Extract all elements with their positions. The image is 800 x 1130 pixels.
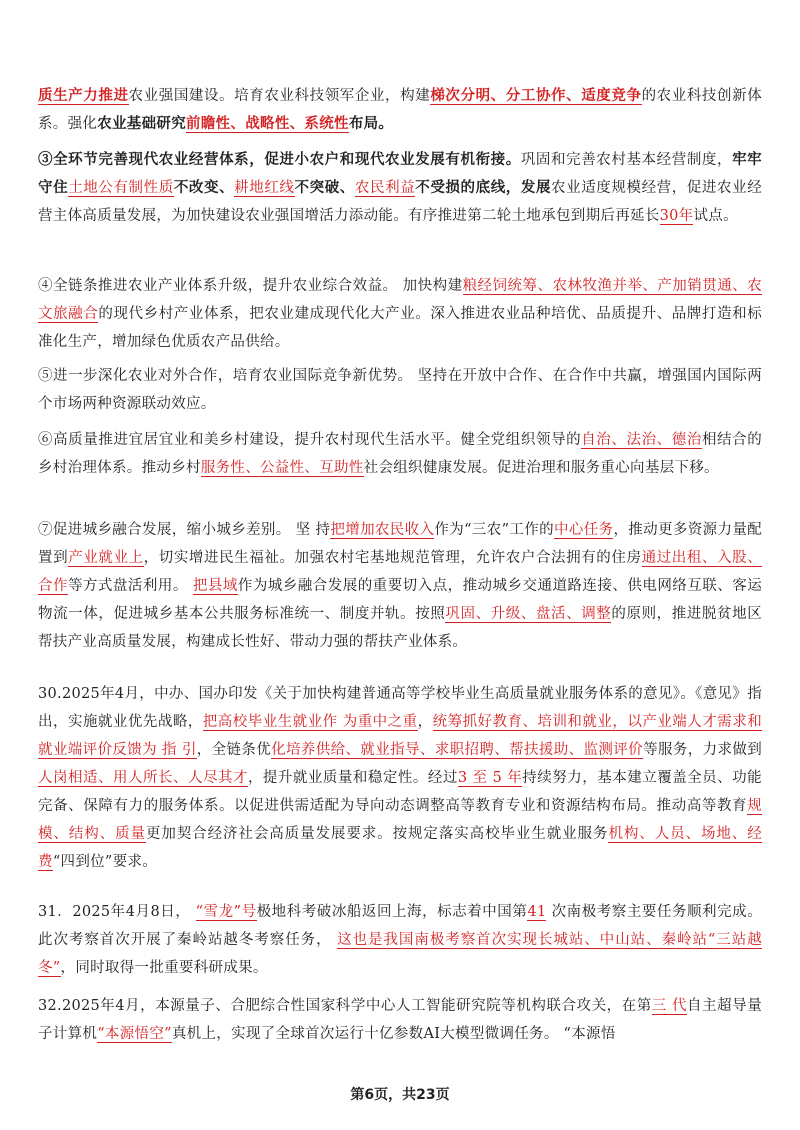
- paragraph-item-6-rural-construction: [38, 426, 762, 482]
- text-run: ，推动更多资源力量配置到: [38, 522, 762, 566]
- text-run: ⑤进一步深化农业对外合作，培育农业国际竞争新优势。 坚持在开放中合作、在合作中共赢，增强国内国际两个市场两种资源联动效应。: [38, 368, 762, 412]
- text-run: ⑦促进城乡融合发展，缩小城乡差别。 坚 持: [38, 522, 331, 538]
- highlighted-phrase: 人岗相适、用人所长、人尽其才: [38, 770, 248, 786]
- paragraph-item-3-operation-system: [38, 146, 762, 230]
- paragraph-item-7-urban-rural-integration: [38, 516, 762, 656]
- text-run: 农业适度规模经营，促进农业经营主体高质量发展，为加快建设农业强国增活力添动能。有序推进第二轮土地承包到期后再延长: [38, 180, 762, 224]
- highlighted-phrase: 三 代: [651, 998, 688, 1014]
- text-run: 自主超导量子计算机: [38, 998, 763, 1042]
- highlighted-phrase: 前瞻性、战略性、系统性: [186, 115, 349, 132]
- highlighted-phrase: 质生产力推进: [38, 87, 129, 104]
- text-run: ，同时取得一批重要科研成果。: [60, 960, 268, 976]
- text-run: 更加契合经济社会高质量发展要求。按规定落实高校毕业生就业服务: [145, 826, 609, 842]
- highlighted-phrase: ③全环节完善现代农业经营体系，促进小农户和现代农业发展有机衔接。: [38, 151, 521, 168]
- highlighted-phrase: 把增加农民收入: [330, 522, 435, 538]
- highlighted-phrase: 把高校毕业生就业作 为重中之重: [202, 714, 418, 730]
- highlighted-phrase: 服务性、公益性、互助性: [200, 460, 364, 476]
- highlighted-phrase: 产业就业上: [68, 550, 144, 566]
- highlighted-phrase: 不改变、: [173, 179, 235, 196]
- highlighted-phrase: 粮经饲统筹、农林牧渔并举、产加销贯通、农文旅融合: [38, 278, 762, 322]
- text-run: ⑥高质量推进宜居宜业和美乡村建设，提升农村现代生活水平。健全党组织领导的: [38, 432, 582, 448]
- text-run: 持续努力，基本建立覆盖全员、功能完备、保障有力的服务体系。以促进供需适配为导向动态调整高等教育专业和资源结构布局。推动高等教育: [38, 770, 762, 814]
- text-run: 的现代乡村产业体系，把农业建成现代化大产业。深入推进农业品种培优、品质提升、品牌打造和标准化生产，增加绿色优质农产品供给。: [38, 306, 762, 350]
- highlighted-phrase: 把县域: [192, 578, 238, 594]
- text-run: 30.2025年4月，中办、国办印发《关于加快构建普通高等学校毕业生高质量就业服务体系的意见》。《意见》指出，实施就业优先战略，: [38, 686, 762, 730]
- text-run: 31．2025年4月8日，: [38, 904, 196, 920]
- highlighted-phrase: 3 至 5 年: [457, 770, 523, 786]
- text-run: 试点。: [693, 208, 738, 224]
- text-run: 等方式盘活利用。: [67, 578, 193, 594]
- highlighted-phrase: 中心任务: [553, 522, 614, 538]
- highlighted-phrase: 农业基础研究: [97, 115, 187, 132]
- highlighted-phrase: 布局。: [348, 115, 394, 132]
- text-run: ④全链条推进农业产业体系升级，提升农业综合效益。 加快构建: [38, 278, 463, 294]
- text-run: ，: [417, 714, 433, 730]
- text-run: 次南极考察主要任务顺利完成。此次考察首次开展了秦岭站越冬考察任务，: [38, 904, 762, 948]
- text-run: 极地科考破冰船返回上海，标志着中国第: [256, 904, 528, 920]
- highlighted-phrase: 通过出租、入股、合作: [38, 550, 762, 594]
- highlighted-phrase: 这也是我国南极考察首次实现长城站、中山站、秦岭站“三站越冬”: [38, 932, 763, 976]
- text-run: ，切实增进民生福祉。加强农村宅基地规范管理，允许农户合法拥有的住房: [143, 550, 642, 566]
- highlighted-phrase: 牢牢守住: [38, 151, 762, 196]
- text-run: 相结合的乡村治理体系。推动乡村: [38, 432, 763, 476]
- paragraph-item-32-quantum: [38, 992, 762, 1048]
- highlighted-phrase: 化培养供给、就业指导、求职招聘、帮扶援助、监测评价: [271, 742, 644, 758]
- highlighted-phrase: 30年: [659, 208, 694, 224]
- highlighted-phrase: 自治、法治、德治: [581, 432, 702, 448]
- text-run: 巩固和完善农村基本经营制度，: [520, 152, 733, 168]
- text-run: 作为“三农”工作的: [434, 522, 554, 538]
- highlighted-phrase: 耕地红线: [234, 180, 295, 196]
- highlighted-phrase: 不受损的底线，发展: [415, 179, 552, 196]
- paragraph-item-4-industry-system: [38, 272, 762, 356]
- text-run: ，全链条优: [196, 742, 272, 758]
- text-run: 作为城乡融合发展的重要切入点，推动城乡交通道路连接、供电网络互联、客运物流一体，促进城乡基本公共服务标准统一、制度并轨。按照: [38, 578, 762, 622]
- highlighted-phrase: “雪龙”号: [195, 904, 257, 920]
- text-run: “四到位”要求。: [52, 854, 158, 870]
- highlighted-phrase: 机构、人员、场地、经费: [38, 826, 762, 870]
- text-run: 社会组织健康发展。促进治理和服务重心向基层下移。: [363, 460, 719, 476]
- text-run: 农业强国建设。培育农业科技领军企业，构建: [128, 88, 431, 104]
- text-run: 的农业科技创新体系。强化: [38, 88, 762, 132]
- highlighted-phrase: 巩固、升级、盘活、调整: [445, 606, 612, 622]
- highlighted-phrase: 41: [527, 904, 547, 920]
- text-run: 等服务，力求做到: [643, 742, 762, 758]
- paragraph-item-5-foreign-cooperation: [38, 362, 762, 418]
- paragraph-item-31-xuelong: [38, 898, 762, 982]
- highlighted-phrase: 不突破、: [294, 179, 355, 196]
- highlighted-phrase: 统筹抓好教育、培训和就业，以产业端人才需求和就业端评价反馈为 指 引: [38, 714, 762, 758]
- highlighted-phrase: “本源悟空”: [97, 1026, 172, 1042]
- text-run: 的原则，推进脱贫地区帮扶产业高质量发展，构建成长性好、带动力强的帮扶产业体系。: [38, 606, 762, 650]
- text-run: 真机上，实现了全球首次运行十亿参数AI大模型微调任务。 “本源悟: [171, 1026, 616, 1042]
- highlighted-phrase: 规模、结构、质量: [38, 798, 762, 842]
- paragraph-item-30-employment: [38, 680, 762, 876]
- paragraph-agri-tech: [38, 82, 762, 138]
- page-footer: 第6页，共23页: [350, 1087, 450, 1103]
- highlighted-phrase: 梯次分明、分工协作、适度竞争: [430, 87, 642, 104]
- highlighted-phrase: 农民利益: [354, 180, 416, 196]
- text-run: ，提升就业质量和稳定性。经过: [247, 770, 458, 786]
- text-run: 32.2025年4月，本源量子、合肥综合性国家科学中心人工智能研究院等机构联合攻关，在第: [38, 998, 652, 1014]
- highlighted-phrase: 土地公有制性质: [68, 180, 174, 196]
